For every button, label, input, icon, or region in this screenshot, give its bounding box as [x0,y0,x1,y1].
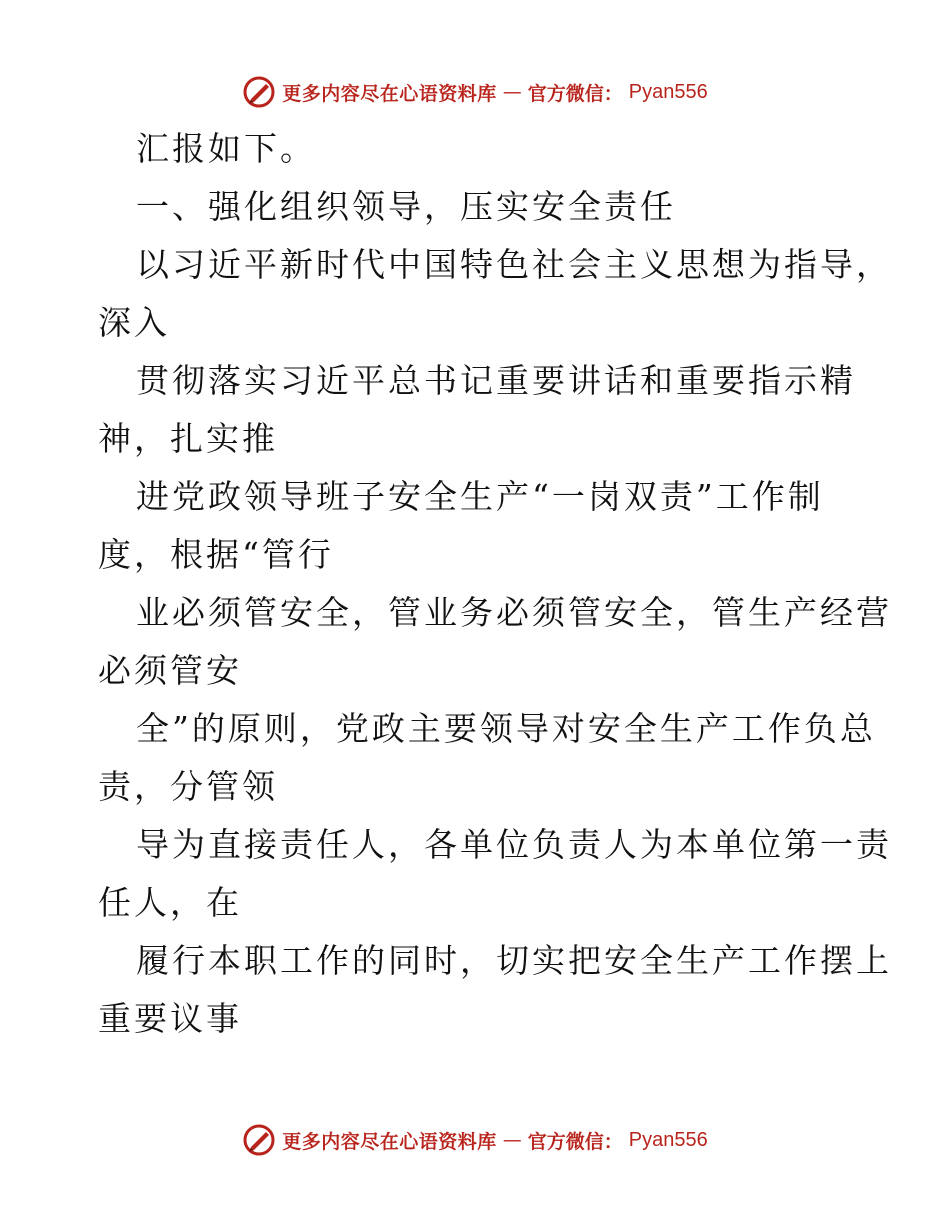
document-line: 业必须管安全，管业务必须管安全，管生产经营 [136,593,892,632]
banner-wechat-id: Pyan556 [628,80,708,103]
document-line: 度，根据“管行 [98,535,334,574]
banner-dash: — [502,81,522,103]
banner-text: 更多内容尽在心语资料库 [282,1130,497,1153]
document-line: 重要议事 [98,999,242,1038]
pen-logo-icon [242,75,276,109]
document-line: 汇报如下。 [136,129,316,168]
footer-banner [0,1120,950,1160]
document-line: 进党政领导班子安全生产“一岗双责”工作制 [136,477,824,516]
document-line: 任人，在 [98,883,242,922]
document-line: 神，扎实推 [98,419,278,458]
document-line: 责，分管领 [98,767,278,806]
banner-wechat-label: 官方微信： [527,1130,623,1153]
document-line: 全”的原则，党政主要领导对安全生产工作负总 [136,709,876,748]
document-line: 导为直接责任人，各单位负责人为本单位第一责 [136,825,892,864]
document-line: 深入 [98,303,170,342]
document-line: 以习近平新时代中国特色社会主义思想为指导， [136,245,892,284]
banner-wechat-id: Pyan556 [628,1128,708,1151]
banner-dash: — [502,1129,522,1151]
document-body [98,120,892,1048]
document-line: 贯彻落实习近平总书记重要讲话和重要指示精 [136,361,856,400]
document-line: 必须管安 [98,651,242,690]
header-banner [0,72,950,112]
document-line: 履行本职工作的同时，切实把安全生产工作摆上 [136,941,892,980]
pen-logo-icon [242,1123,276,1157]
section-heading: 一、强化组织领导，压实安全责任 [136,187,676,226]
banner-text: 更多内容尽在心语资料库 [282,82,497,105]
banner-wechat-label: 官方微信： [527,82,623,105]
